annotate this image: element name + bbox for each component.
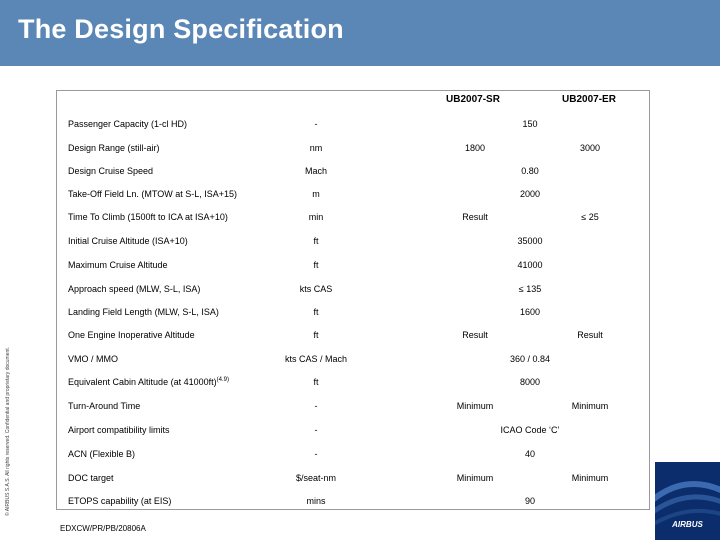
airbus-logo (655, 462, 720, 540)
parameter-label (68, 119, 187, 129)
footnote-reference: (4.9) (216, 377, 229, 383)
value-cell-sr: Result (462, 330, 488, 340)
value-cell-er: Minimum (571, 401, 609, 411)
unit-cell: ft (313, 307, 319, 317)
table-row (0, 189, 720, 205)
table-row (0, 354, 720, 370)
table-row (0, 401, 720, 417)
unit-cell: Mach (304, 166, 327, 176)
unit-cell: - (314, 425, 318, 435)
value-cell-er: 3000 (579, 143, 601, 153)
parameter-label (68, 473, 114, 483)
parameter-text: ETOPS capability (at EIS) (68, 496, 172, 506)
table-row (0, 307, 720, 323)
parameter-label (68, 496, 171, 506)
copyright-notice: © AIRBUS S.A.S. All rights reserved. Confidential and proprietary document. (5, 346, 11, 516)
parameter-label (68, 354, 118, 364)
table-row (0, 330, 720, 346)
value-cell-er: Result (577, 330, 603, 340)
page-title: The Design Specification (18, 14, 344, 44)
table-row (0, 425, 720, 441)
unit-cell: ft (313, 330, 319, 340)
parameter-text: Initial Cruise Altitude (ISA+10) (68, 236, 188, 246)
parameter-text: One Engine Inoperative Altitude (68, 330, 195, 340)
unit-cell: ft (313, 260, 319, 270)
value-cell-sr: Result (462, 212, 488, 222)
column-header-sr: UB2007-SR (446, 94, 500, 105)
value-cell-er: ≤ 25 (581, 212, 599, 222)
table-row (0, 236, 720, 252)
parameter-text: Turn-Around Time (68, 401, 141, 411)
unit-cell: ft (313, 236, 319, 246)
parameter-label (68, 330, 195, 340)
parameter-text: Design Cruise Speed (68, 166, 154, 176)
parameter-text: ACN (Flexible B) (68, 449, 136, 459)
value-cell-sr: Minimum (456, 401, 494, 411)
value-cell-common: 360 / 0.84 (509, 354, 551, 364)
parameter-label (68, 307, 219, 317)
parameter-label (68, 425, 170, 435)
parameter-label (68, 401, 140, 411)
table-row (0, 377, 720, 393)
value-cell-common: 0.80 (521, 166, 539, 176)
table-row (0, 449, 720, 465)
parameter-text: Design Range (still-air) (68, 143, 160, 153)
value-cell-common: 8000 (519, 377, 541, 387)
unit-cell: kts CAS / Mach (284, 354, 347, 364)
column-header-er: UB2007-ER (562, 94, 616, 105)
parameter-label (68, 189, 237, 199)
table-row (0, 260, 720, 276)
value-cell-common: 40 (524, 449, 535, 459)
value-cell-common: 150 (522, 119, 538, 129)
table-row (0, 496, 720, 512)
value-cell-sr: 1800 (464, 143, 486, 153)
parameter-text: DOC target (68, 473, 114, 483)
unit-cell: m (312, 189, 320, 199)
unit-cell: - (314, 449, 318, 459)
parameter-text: Maximum Cruise Altitude (68, 260, 168, 270)
table-row (0, 284, 720, 300)
value-cell-common: 90 (524, 496, 535, 506)
parameter-label (68, 377, 229, 387)
parameter-label (68, 212, 228, 222)
value-cell-sr: Minimum (456, 473, 494, 483)
document-reference: EDXCW/PR/PB/20806A (60, 524, 146, 533)
value-cell-common: ≤ 135 (518, 284, 542, 294)
parameter-text: VMO / MMO (68, 354, 118, 364)
parameter-text: Landing Field Length (MLW, S-L, ISA) (68, 307, 219, 317)
value-cell-common: 35000 (517, 236, 543, 246)
unit-cell: ft (313, 377, 319, 387)
unit-cell: $/seat-nm (295, 473, 337, 483)
unit-cell: - (314, 401, 318, 411)
table-row (0, 212, 720, 228)
table-row (0, 119, 720, 135)
table-row (0, 473, 720, 489)
table-row (0, 143, 720, 159)
value-cell-common: 41000 (517, 260, 543, 270)
parameter-label (68, 284, 200, 294)
parameter-text: Time To Climb (1500ft to ICA at ISA+10) (68, 212, 228, 222)
value-cell-common: 1600 (519, 307, 541, 317)
parameter-text: Approach speed (MLW, S-L, ISA) (68, 284, 201, 294)
value-cell-er: Minimum (571, 473, 609, 483)
parameter-label (68, 236, 188, 246)
unit-cell: kts CAS (299, 284, 333, 294)
logo-wordmark: AIRBUS (672, 520, 703, 529)
parameter-text: Airport compatibility limits (68, 425, 170, 435)
value-cell-common: ICAO Code ‘C’ (500, 425, 560, 435)
parameter-label (68, 166, 153, 176)
parameter-label (68, 260, 168, 270)
parameter-text: Take-Off Field Ln. (MTOW at S-L, ISA+15) (68, 189, 237, 199)
title-banner (0, 0, 720, 66)
unit-cell: - (314, 119, 318, 129)
value-cell-common: 2000 (519, 189, 541, 199)
parameter-text: Passenger Capacity (1-cl HD) (68, 119, 188, 129)
parameter-label (68, 143, 160, 153)
table-row (0, 166, 720, 182)
unit-cell: min (308, 212, 324, 222)
parameter-text: Equivalent Cabin Altitude (at 41000ft) (68, 377, 217, 387)
unit-cell: nm (309, 143, 323, 153)
parameter-label (68, 449, 135, 459)
unit-cell: mins (306, 496, 326, 506)
